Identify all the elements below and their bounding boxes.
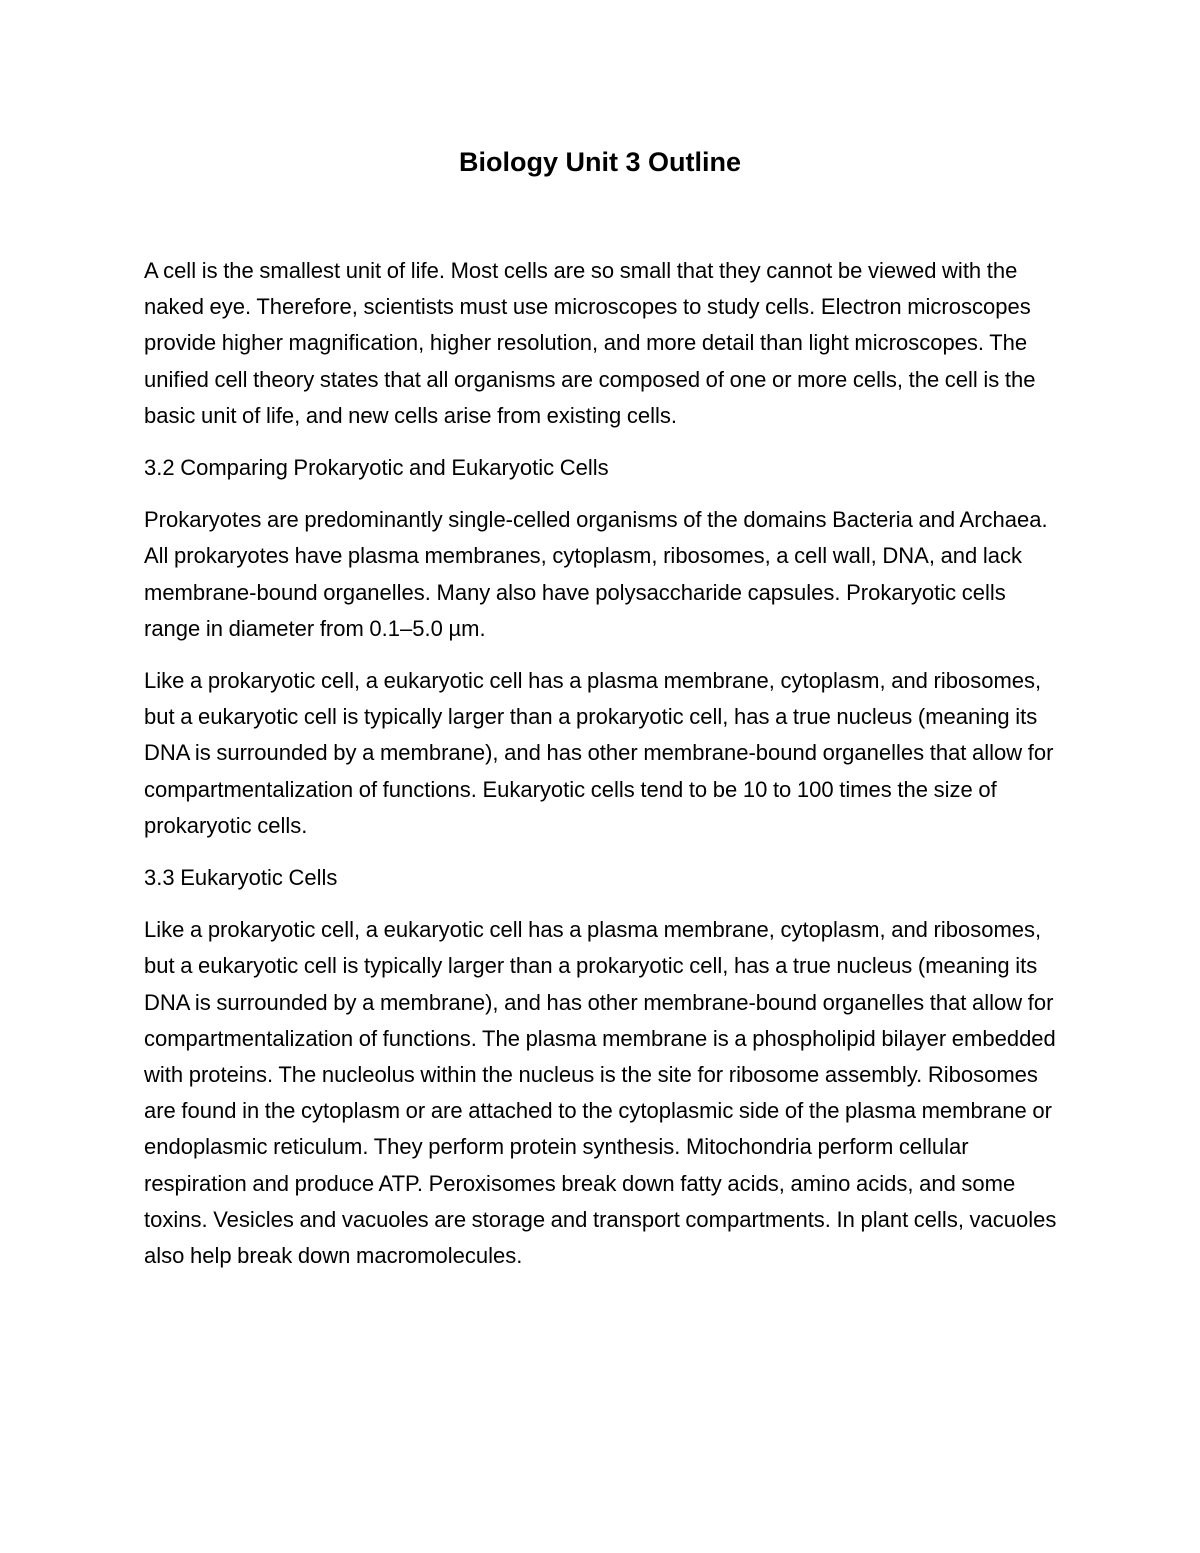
intro-paragraph: A cell is the smallest unit of life. Most cells are so small that they cannot be viewed with the naked eye. Therefore, scientists must use microscopes to study cells. Electron microscopes provide higher magnification, higher resolution, and more detail than light microscopes. The unified cell theory states that all organisms are composed of one or more cells, the cell is the basic unit of life, and new cells arise from existing cells. <box>144 258 1036 428</box>
section-heading-3-2: 3.2 Comparing Prokaryotic and Eukaryotic Cells <box>144 455 609 481</box>
eukaryotic-comparison-paragraph: Like a prokaryotic cell, a eukaryotic cell has a plasma membrane, cytoplasm, and ribosomes, but a eukaryotic cell is typically larger than a prokaryotic cell, has a true nucleus (meaning its DNA is surrounded by a membrane), and has other membrane-bound organelles that allow for compartmentalization of functions. Eukaryotic cells tend to be 10 to 100 times the size of prokaryotic cells. <box>144 668 1054 838</box>
document-title: Biology Unit 3 Outline <box>459 147 741 177</box>
section-heading-3-3: 3.3 Eukaryotic Cells <box>144 865 338 891</box>
eukaryotic-cells-paragraph: Like a prokaryotic cell, a eukaryotic cell has a plasma membrane, cytoplasm, and ribosomes, but a eukaryotic cell is typically larger than a prokaryotic cell, has a true nucleus (meaning its DNA is surrounded by a membrane), and has other membrane-bound organelles that allow for compartmentalization of functions. The plasma membrane is a phospholipid bilayer embedded with proteins. The nucleolus within the nucleus is the site for ribosome assembly. Ribosomes are found in the cytoplasm or are attached to the cytoplasmic side of the plasma membrane or endoplasmic reticulum. They perform protein synthesis. Mitochondria perform cellular respiration and produce ATP. Peroxisomes break down fatty acids, amino acids, and some toxins. Vesicles and vacuoles are storage and transport compartments. In plant cells, vacuoles also help break down macromolecules. <box>144 917 1057 1269</box>
prokaryotes-paragraph: Prokaryotes are predominantly single-celled organisms of the domains Bacteria and Archaea. All prokaryotes have plasma membranes, cytoplasm, ribosomes, a cell wall, DNA, and lack membrane-bound organelles. Many also have polysaccharide capsules. Prokaryotic cells range in diameter from 0.1–5.0 µm. <box>144 507 1048 641</box>
document-body <box>144 253 1062 1290</box>
